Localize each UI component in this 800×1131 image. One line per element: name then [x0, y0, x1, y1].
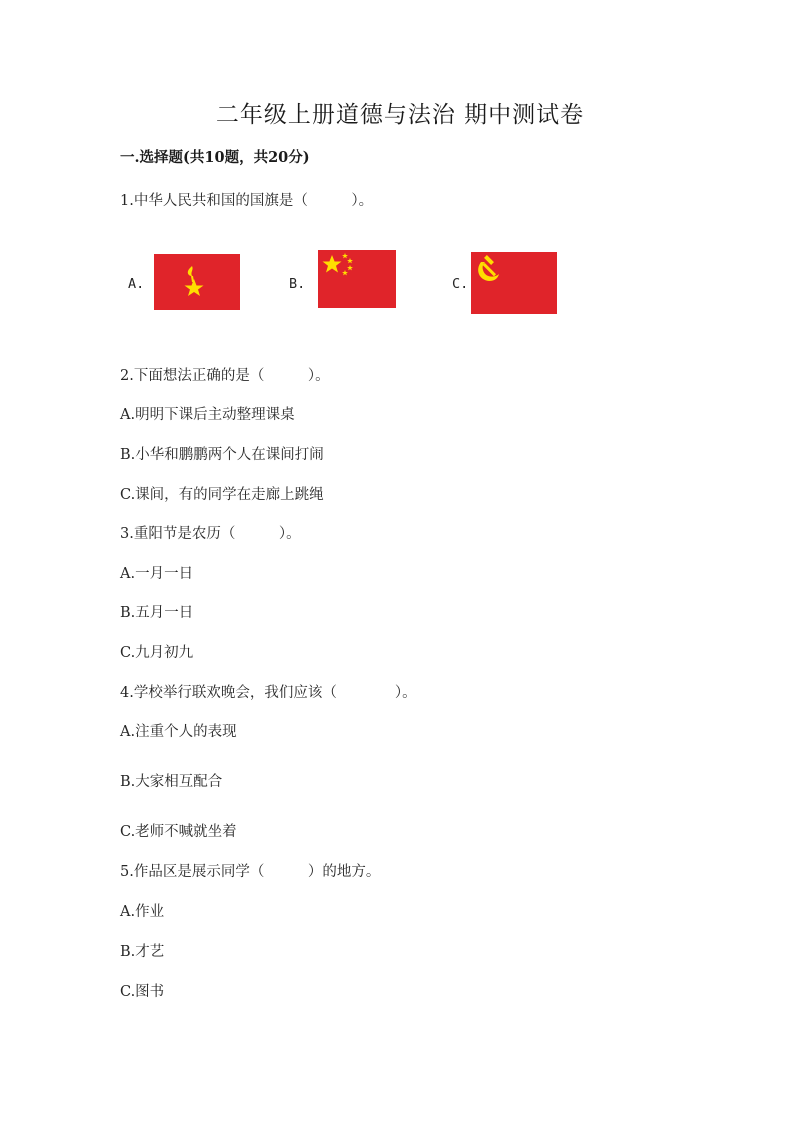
young-pioneers-flag-icon	[154, 254, 240, 310]
question-4-option-a: A.注重个人的表现	[120, 724, 237, 740]
question-1-option-a-label: A.	[128, 276, 145, 292]
question-5-option-a: A.作业	[120, 904, 165, 920]
question-4-option-b: B.大家相互配合	[120, 774, 223, 790]
question-2-option-b: B.小华和鹏鹏两个人在课间打闹	[120, 447, 324, 463]
question-3-option-a: A.一月一日	[120, 566, 194, 582]
question-5-option-c: C.图书	[120, 984, 165, 1000]
question-1-stem: 1.中华人民共和国的国旗是（ ）。	[120, 193, 374, 209]
section-heading: 一.选择题(共10题，共20分)	[120, 149, 310, 166]
question-3-option-c: C.九月初九	[120, 645, 194, 661]
question-4-option-c: C.老师不喊就坐着	[120, 824, 237, 840]
question-4-stem: 4.学校举行联欢晚会，我们应该（ ）。	[120, 685, 417, 701]
question-1-option-b-label: B.	[289, 276, 306, 292]
page-title: 二年级上册道德与法治 期中测试卷	[215, 102, 585, 128]
question-2-stem: 2.下面想法正确的是（ ）。	[120, 368, 330, 384]
question-3-option-b: B.五月一日	[120, 605, 194, 621]
question-5-stem: 5.作品区是展示同学（ ）的地方。	[120, 864, 381, 880]
question-2-option-a: A.明明下课后主动整理课桌	[120, 407, 295, 423]
party-flag-icon	[471, 252, 557, 314]
question-2-option-c: C.课间，有的同学在走廊上跳绳	[120, 487, 324, 503]
question-1-option-c-label: C.	[452, 276, 469, 292]
national-flag-icon	[318, 250, 396, 308]
question-3-stem: 3.重阳节是农历（ ）。	[120, 526, 301, 542]
question-5-option-b: B.才艺	[120, 944, 165, 960]
